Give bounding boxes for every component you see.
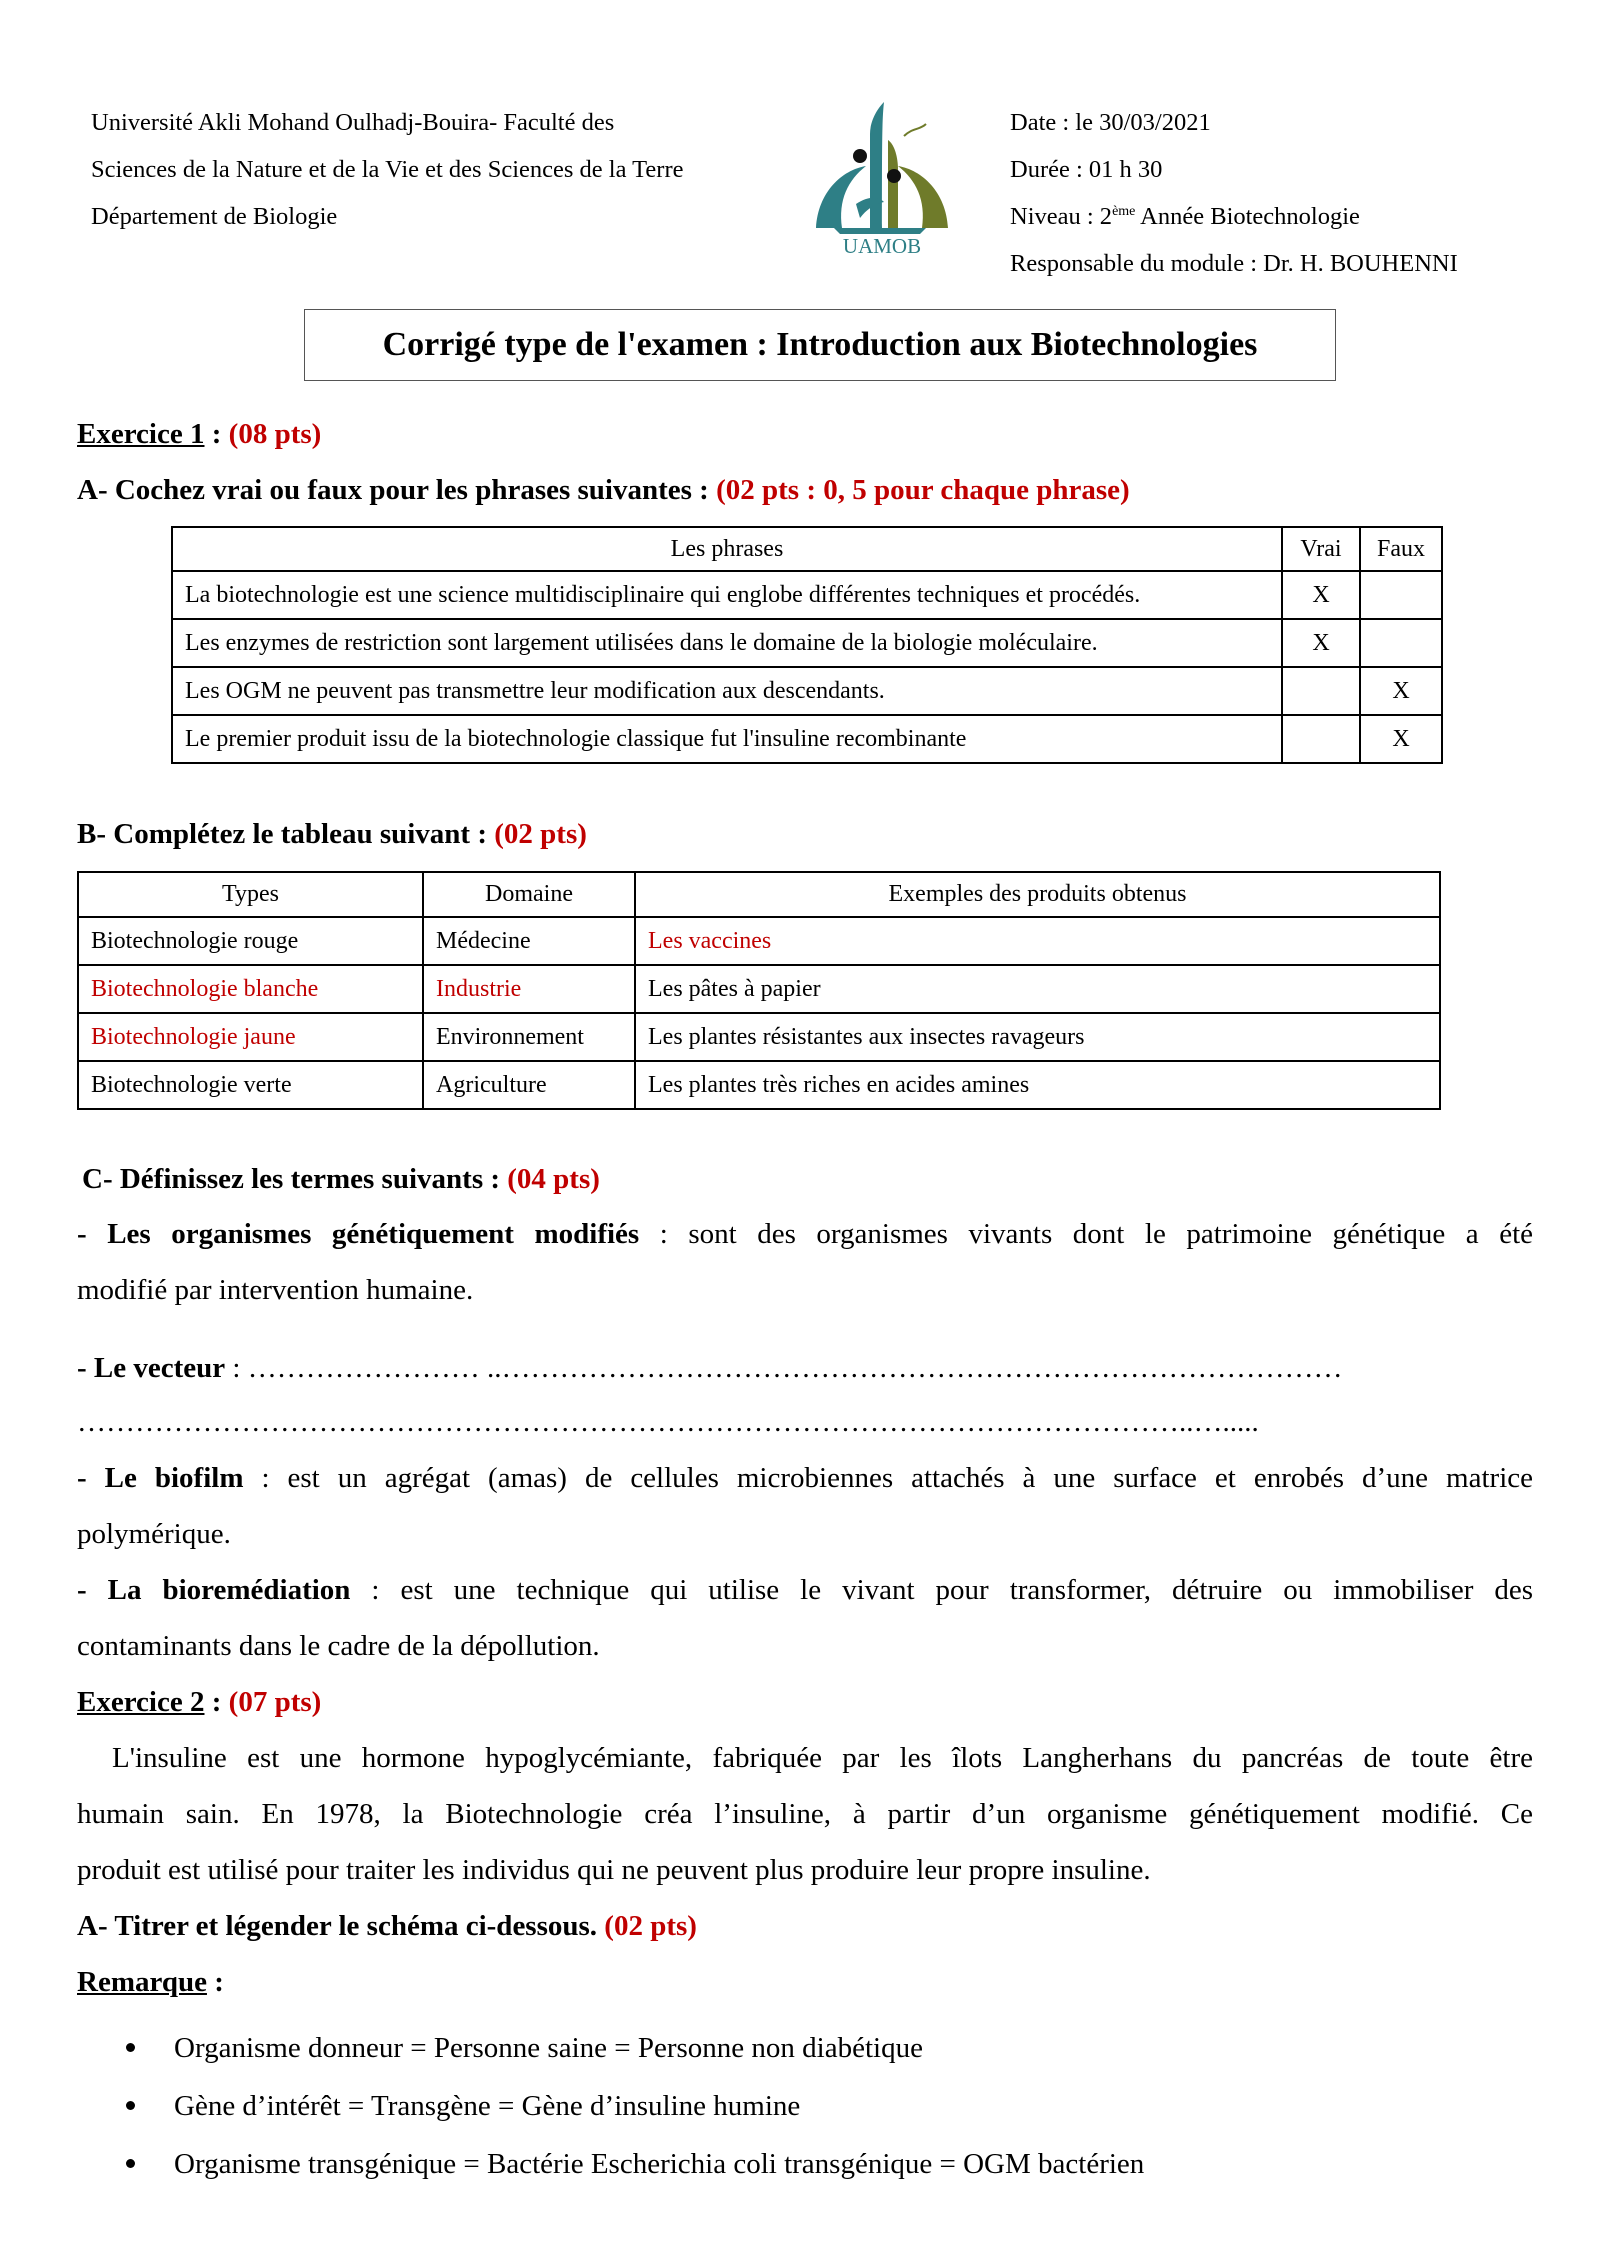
domaine-cell: Environnement bbox=[423, 1013, 635, 1061]
exam-title-box bbox=[304, 309, 1336, 381]
faux-cell: X bbox=[1360, 715, 1442, 763]
table-row bbox=[172, 715, 1442, 763]
faux-cell bbox=[1360, 571, 1442, 619]
bioremediation-definition-line-1: - La bioremédiation : est une technique qui utilise le vivant pour transformer, détruire ou immobiliser des bbox=[77, 1574, 1533, 1606]
insulin-paragraph-line-1: L'insuline est une hormone hypoglycémiante, fabriquée par les îlots Langherhans du pancréas de toute être bbox=[112, 1742, 1533, 1774]
type-cell: Biotechnologie rouge bbox=[78, 917, 423, 965]
biofilm-definition-line-2: polymérique. bbox=[77, 1518, 231, 1550]
exam-title: Corrigé type de l'examen : Introduction aux Biotechnologies bbox=[382, 326, 1258, 363]
bullet-dot bbox=[126, 2159, 135, 2168]
table-row bbox=[78, 1061, 1440, 1109]
header-types: Types bbox=[78, 872, 423, 917]
vrai-cell: X bbox=[1282, 619, 1360, 667]
faux-cell: X bbox=[1360, 667, 1442, 715]
domaine-cell: Agriculture bbox=[423, 1061, 635, 1109]
phrase-cell: Les OGM ne peuvent pas transmettre leur modification aux descendants. bbox=[172, 667, 1282, 715]
vecteur-blank-line-1: - Le vecteur : …………………… ..…………………………………………………………………………… bbox=[77, 1352, 1343, 1384]
biotech-types-table bbox=[77, 871, 1441, 1110]
table-row bbox=[78, 917, 1440, 965]
exam-duration: Durée : 01 h 30 bbox=[1010, 156, 1163, 183]
phrase-cell: Les enzymes de restriction sont largement utilisées dans le domaine de la biologie moléculaire. bbox=[172, 619, 1282, 667]
list-item: Organisme donneur = Personne saine = Personne non diabétique bbox=[174, 2032, 923, 2064]
ogm-definition-line-2: modifié par intervention humaine. bbox=[77, 1274, 474, 1306]
bullet-dot bbox=[126, 2043, 135, 2052]
table-header-row bbox=[78, 872, 1440, 917]
domaine-cell: Médecine bbox=[423, 917, 635, 965]
ogm-definition-line-1: - Les organismes génétiquement modifiés : sont des organismes vivants dont le patrimoine génétique a été bbox=[77, 1218, 1533, 1250]
type-cell: Biotechnologie jaune bbox=[78, 1013, 423, 1061]
university-name: Université Akli Mohand Oulhadj-Bouira- Faculté des bbox=[91, 109, 615, 136]
list-item: Gène d’intérêt = Transgène = Gène d’insuline humine bbox=[174, 2090, 801, 2122]
header-exemples: Exemples des produits obtenus bbox=[635, 872, 1440, 917]
vecteur-blank-line-2: ……………………………………………………………………………………………………..…..... bbox=[77, 1406, 1259, 1438]
bullet-dot bbox=[126, 2101, 135, 2110]
vrai-cell bbox=[1282, 667, 1360, 715]
exemple-cell: Les plantes résistantes aux insectes ravageurs bbox=[635, 1013, 1440, 1061]
phrase-cell: La biotechnologie est une science multidisciplinaire qui englobe différentes techniques et procédés. bbox=[172, 571, 1282, 619]
insulin-paragraph-line-2: humain sain. En 1978, la Biotechnologie créa l’insuline, à partir d’un organisme génétiquement modifié. Ce bbox=[77, 1798, 1533, 1830]
exemple-cell: Les vaccines bbox=[635, 917, 1440, 965]
exercise-2-heading: Exercice 2 : (07 pts) bbox=[77, 1686, 322, 1718]
section-1b-heading: B- Complétez le tableau suivant : (02 pts) bbox=[77, 818, 587, 850]
biofilm-definition-line-1: - Le biofilm : est un agrégat (amas) de cellules microbiennes attachés à une surface et enrobés d’une matrice bbox=[77, 1462, 1533, 1494]
true-false-table bbox=[171, 526, 1443, 764]
table-row bbox=[172, 667, 1442, 715]
section-1c-heading: C- Définissez les termes suivants : (04 pts) bbox=[82, 1163, 600, 1195]
header-faux: Faux bbox=[1360, 527, 1442, 571]
type-cell: Biotechnologie verte bbox=[78, 1061, 423, 1109]
vrai-cell bbox=[1282, 715, 1360, 763]
insulin-paragraph-line-3: produit est utilisé pour traiter les individus qui ne peuvent plus produire leur propre insuline. bbox=[77, 1854, 1151, 1886]
exam-date: Date : le 30/03/2021 bbox=[1010, 109, 1211, 136]
section-1a-heading: A- Cochez vrai ou faux pour les phrases suivantes : (02 pts : 0, 5 pour chaque phrase) bbox=[77, 474, 1130, 506]
faculty-name: Sciences de la Nature et de la Vie et des Sciences de la Terre bbox=[91, 156, 684, 183]
phrase-cell: Le premier produit issu de la biotechnologie classique fut l'insuline recombinante bbox=[172, 715, 1282, 763]
vrai-cell: X bbox=[1282, 571, 1360, 619]
table-row bbox=[172, 619, 1442, 667]
type-cell: Biotechnologie blanche bbox=[78, 965, 423, 1013]
list-item: Organisme transgénique = Bactérie Escherichia coli transgénique = OGM bactérien bbox=[174, 2148, 1145, 2180]
faux-cell bbox=[1360, 619, 1442, 667]
exercise-1-heading: Exercice 1 : (08 pts) bbox=[77, 418, 322, 450]
exemple-cell: Les plantes très riches en acides amines bbox=[635, 1061, 1440, 1109]
domaine-cell: Industrie bbox=[423, 965, 635, 1013]
header-vrai: Vrai bbox=[1282, 527, 1360, 571]
section-2a-heading: A- Titrer et légender le schéma ci-dessous. (02 pts) bbox=[77, 1910, 697, 1942]
bioremediation-definition-line-2: contaminants dans le cadre de la dépollution. bbox=[77, 1630, 600, 1662]
module-responsible: Responsable du module : Dr. H. BOUHENNI bbox=[1010, 250, 1458, 277]
header-domaine: Domaine bbox=[423, 872, 635, 917]
exam-level: Niveau : 2ème Année Biotechnologie bbox=[1010, 203, 1360, 231]
table-row bbox=[78, 965, 1440, 1013]
uamob-logo bbox=[808, 100, 956, 258]
table-row bbox=[78, 1013, 1440, 1061]
exemple-cell: Les pâtes à papier bbox=[635, 965, 1440, 1013]
svg-text:UAMOB: UAMOB bbox=[842, 234, 922, 258]
table-header-row bbox=[172, 527, 1442, 571]
remarque-heading: Remarque : bbox=[77, 1966, 224, 1998]
table-row bbox=[172, 571, 1442, 619]
header-phrases: Les phrases bbox=[172, 527, 1282, 571]
department-name: Département de Biologie bbox=[91, 203, 338, 230]
